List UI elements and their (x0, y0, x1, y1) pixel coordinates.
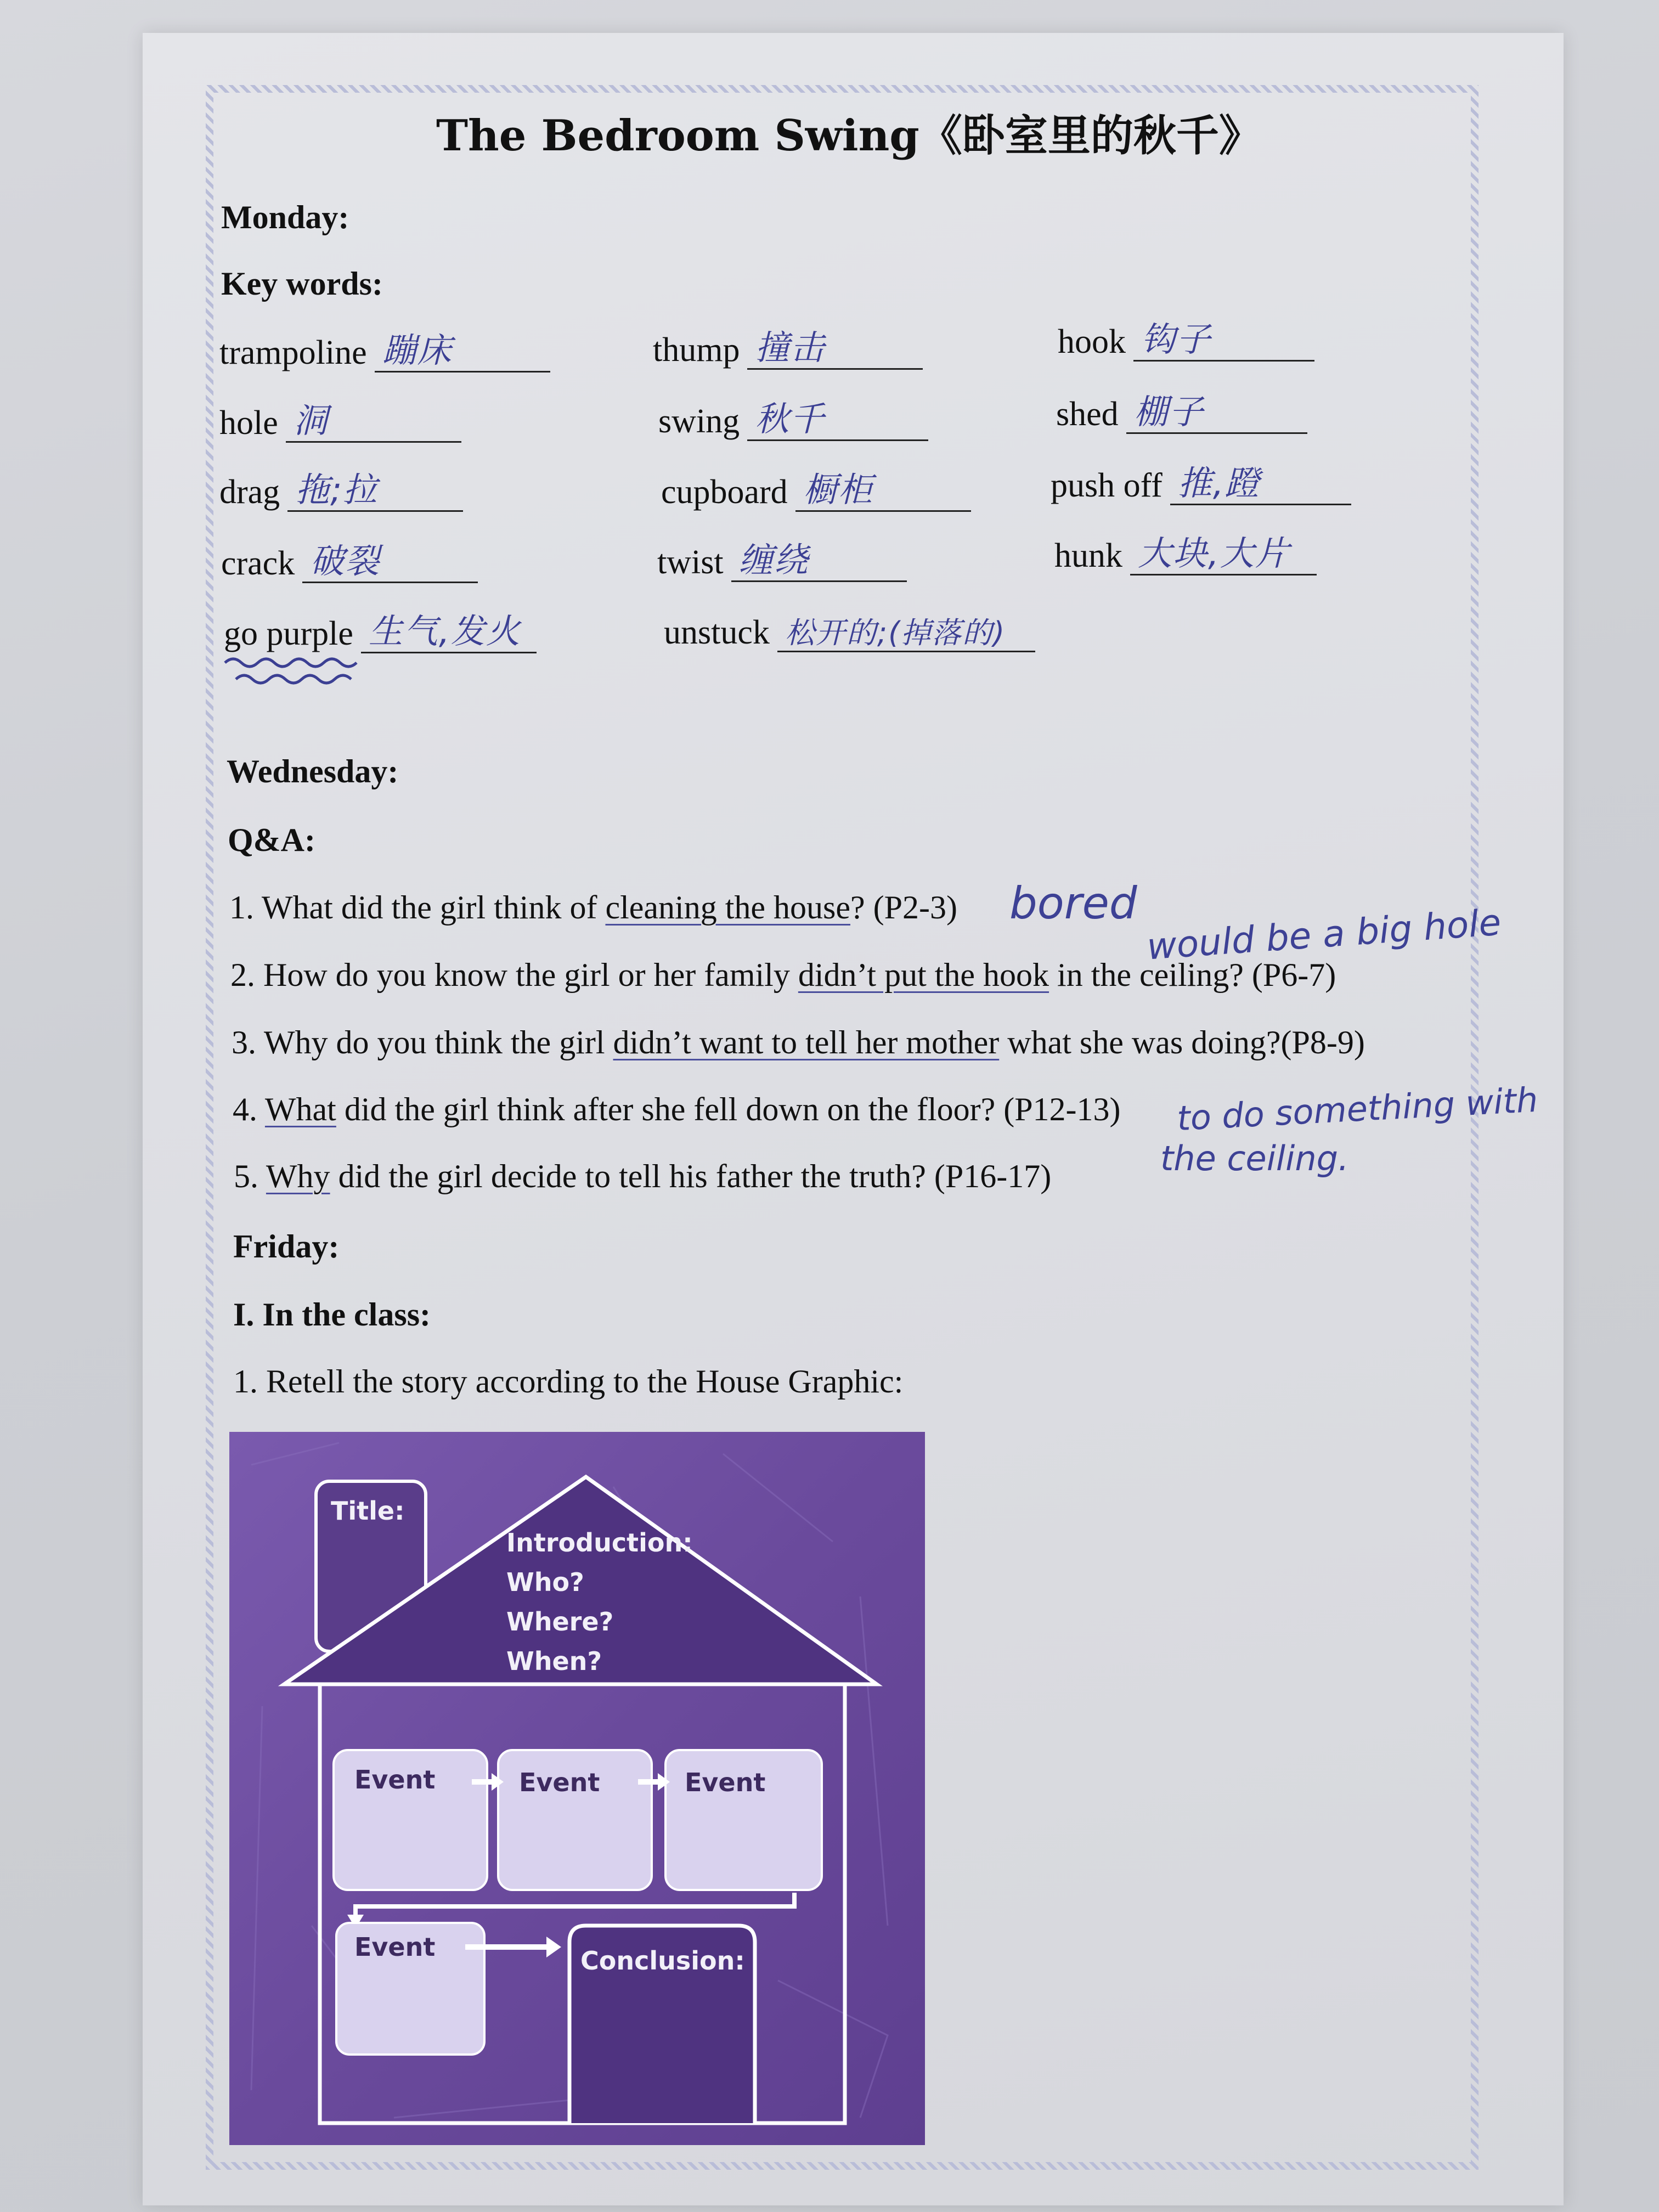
answer-blank[interactable] (1170, 461, 1351, 505)
key-word: crack (221, 545, 295, 582)
handwritten-answer: 缠绕 (738, 540, 809, 580)
key-word: shed (1056, 396, 1119, 433)
in-class-heading: I. In the class: (233, 1296, 431, 1333)
handwritten-answer: 秋千 (755, 399, 826, 439)
question-4: 4. What did the girl think after she fell down on the floor? (P12-13) (233, 1091, 1121, 1127)
answer-blank[interactable] (747, 397, 928, 441)
answer-blank[interactable] (375, 328, 550, 373)
handwritten-answer: 破裂 (310, 541, 381, 581)
key-word: cupboard (661, 473, 788, 511)
answer-blank[interactable] (1130, 531, 1317, 575)
handwritten-answer: 蹦床 (382, 330, 453, 370)
handwritten-note: to do something with (1176, 1079, 1539, 1139)
event-label: Event (354, 1932, 436, 1962)
key-word-item (658, 397, 928, 441)
answer-blank[interactable] (286, 398, 461, 443)
key-word-item (1056, 390, 1307, 434)
handwritten-note: would be a big hole (1146, 901, 1503, 968)
key-word: go purple (224, 615, 353, 652)
answer-blank[interactable] (747, 325, 923, 370)
answer-blank[interactable] (302, 539, 478, 583)
introduction-label: Introduction: (506, 1528, 693, 1558)
answer-blank[interactable] (1133, 317, 1314, 362)
when-label: When? (506, 1646, 602, 1676)
question-5: 5. Why did the girl decide to tell his father the truth? (P16-17) (234, 1158, 1052, 1194)
handwritten-answer: 钩子 (1141, 319, 1212, 359)
handwritten-answer: 洞 (293, 400, 329, 441)
key-word: thump (653, 331, 740, 369)
answer-blank[interactable] (361, 609, 537, 653)
key-word-item (1051, 461, 1351, 505)
key-word: swing (658, 403, 740, 440)
key-word-item (1054, 531, 1317, 575)
key-word-item (1058, 317, 1314, 362)
question-1: 1. What did the girl think of cleaning the house? (P2-3) (229, 889, 957, 926)
answer-blank[interactable] (731, 538, 907, 582)
handwritten-answer: 撞击 (755, 328, 826, 368)
handwritten-note: bored (1009, 878, 1137, 929)
answer-blank[interactable] (287, 467, 463, 512)
event-label: Event (685, 1768, 766, 1797)
conclusion-label: Conclusion: (580, 1946, 745, 1976)
key-words-heading: Key words: (221, 266, 383, 302)
key-word-item (219, 398, 461, 443)
key-word-item (224, 609, 537, 653)
friday-heading: Friday: (233, 1228, 340, 1265)
squiggle-mark (222, 653, 365, 691)
key-word: trampoline (219, 334, 367, 371)
key-word: hunk (1054, 537, 1122, 574)
key-word: push off (1051, 467, 1163, 504)
question-3: 3. Why do you think the girl didn’t want to tell her mother what she was doing?(P8-9) (232, 1024, 1365, 1060)
key-word-item (664, 608, 1035, 652)
event-label: Event (519, 1768, 600, 1797)
key-word-item (219, 328, 550, 373)
key-word-item (661, 467, 971, 512)
handwritten-answer: 大块,大片 (1138, 533, 1290, 573)
handwritten-answer: 松开的;(掉落的) (785, 616, 1006, 650)
key-word-item (657, 538, 907, 582)
handwritten-note: the ceiling. (1160, 1138, 1349, 1178)
page-title: The Bedroom Swing《卧室里的秋千》 (436, 111, 1262, 161)
handwritten-answer: 橱柜 (803, 470, 873, 510)
event-label: Event (354, 1765, 436, 1795)
handwritten-answer: 棚子 (1133, 392, 1204, 432)
key-word-item (219, 467, 463, 512)
handwritten-answer: 推,蹬 (1177, 463, 1260, 503)
where-label: Where? (506, 1607, 614, 1637)
key-word: twist (657, 544, 724, 581)
qa-heading: Q&A: (228, 822, 315, 858)
key-word: hook (1058, 323, 1126, 360)
question-2: 2. How do you know the girl or her family didn’t put the hook in the ceiling? (P6-7) (230, 957, 1336, 993)
wednesday-heading: Wednesday: (227, 753, 399, 789)
answer-blank[interactable] (795, 467, 971, 512)
who-label: Who? (506, 1567, 584, 1597)
monday-heading: Monday: (221, 199, 349, 235)
key-word-item (221, 539, 478, 583)
handwritten-answer: 拖;拉 (295, 470, 379, 510)
key-word-item (653, 325, 923, 370)
key-word: drag (219, 473, 280, 511)
title-label: Title: (331, 1496, 405, 1526)
answer-blank[interactable] (1126, 390, 1307, 434)
handwritten-answer: 生气,发火 (368, 611, 521, 651)
retell-task: 1. Retell the story according to the House Graphic: (233, 1363, 904, 1400)
answer-blank[interactable] (777, 608, 1035, 652)
key-word: unstuck (664, 614, 770, 651)
house-graphic (229, 1432, 925, 2145)
key-word: hole (219, 404, 278, 442)
